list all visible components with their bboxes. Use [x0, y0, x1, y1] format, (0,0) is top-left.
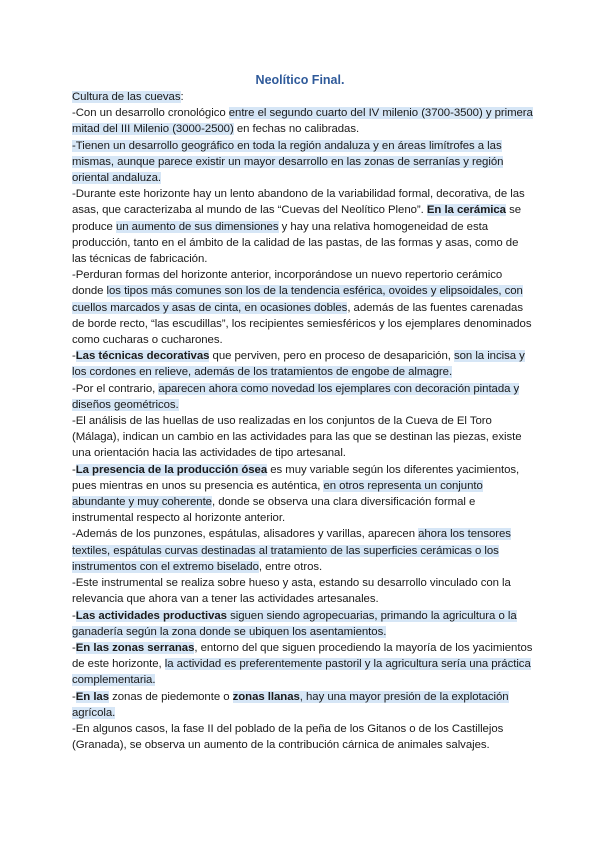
text-span: -Con un desarrollo cronológico	[72, 107, 229, 120]
text-span: -	[72, 641, 76, 654]
text-span: zonas de piedemonte o	[109, 690, 233, 703]
highlight-span: siguen siendo agropecuarias, primando la agricultura o la ganadería según la zona donde se ubiquen los asentamientos.	[72, 609, 517, 638]
highlight-span: son la incisa y los cordones en relieve, además de los tratamientos de engobe de almagre.	[72, 350, 525, 379]
paragraph-forms	[72, 267, 534, 348]
highlight-span: entre el segundo cuarto del IV milenio (3700-3500) y primera mitad del III Milenio (3000-2500)	[72, 107, 533, 136]
text-span: que perviven, pero en proceso de desaparición,	[209, 350, 454, 363]
highlight-bold-span: zonas llanas	[232, 690, 300, 703]
text-span: se produce	[72, 204, 522, 233]
paragraph-hunting	[72, 721, 534, 753]
highlight-span: los tipos más comunes son los de la tendencia esférica, ovoides y elipsoidales, con cuellos marcados y asas de cinta, en ocasiones dobles	[72, 285, 523, 314]
text-span: es muy variable según los diferentes yacimientos, pues mientras en unos su presencia es auténtica,	[72, 463, 520, 492]
highlight-span: ahora los tensores textiles, espátulas curvas destinadas al tratamiento de las superficies cerámicas o los instrumentos con el extremo biselado	[72, 528, 511, 573]
paragraph-instrumental	[72, 575, 534, 607]
text-span: , además de las fuentes carenadas de borde recto, “las escudillas”, los recipientes semiesféricos y los ejemplares denominados como cucharas o cucharones.	[72, 301, 532, 347]
paragraph-decoration	[72, 348, 534, 380]
text-span: -El análisis de las huellas de uso realizadas en los conjuntos de la Cueva de El Toro (Málaga), indican un cambio en las actividades para las que se destinan las piezas, existe una orientación hacia las actividades de tipo artesanal.	[72, 415, 522, 460]
text-span: -Por el contrario,	[72, 382, 159, 395]
heading-text: Cultura de las cuevas	[72, 91, 181, 103]
page-title: Neolítico Final.	[255, 73, 345, 87]
document-body	[72, 89, 534, 753]
text-span: -Durante este horizonte hay un lento abandono de la variabilidad formal, decorativa, de las asas, que caracterizaba al mundo de las “Cuevas del Neolítico Pleno”.	[72, 188, 525, 217]
text-span: -Además de los punzones, espátulas, alisadores y varillas, aparecen	[72, 528, 419, 541]
highlight-span: -Tienen un desarrollo geográfico en toda la región andaluza y en áreas limítrofes a las mismas, aunque parece existir un mayor desarrollo en las zonas de serranías y región oriental andaluza.	[72, 139, 504, 185]
paragraph-bone	[72, 462, 534, 527]
text-span: -	[72, 350, 76, 363]
text-span: en fechas no calibradas.	[233, 123, 360, 136]
paragraph-production	[72, 608, 534, 640]
text-span: -	[72, 609, 76, 622]
paragraph-plains	[72, 689, 534, 721]
text-span: -	[72, 463, 76, 476]
highlight-span: aparecen ahora como novedad los ejemplares con decoración pintada y diseños geométricos.	[72, 382, 520, 411]
text-span: , donde se observa una clara diversificación formal e instrumental respecto al horizonte anterior.	[72, 496, 476, 525]
text-span: -Este instrumental se realiza sobre hueso y asta, estando su desarrollo vinculado con la relevancia que ahora van a tener las actividades artesanales.	[72, 577, 511, 606]
highlight-bold-span: En las zonas serranas	[75, 641, 195, 654]
highlight-span: la actividad es preferentemente pastoril y la agricultura sería una práctica complementaria.	[72, 658, 531, 687]
highlight-bold-span: En la cerámica	[426, 204, 506, 217]
text-span: y hay una relativa homogeneidad de esta producción, tanto en el ámbito de la calidad de las pastas, de las formas y asas, como de las técnicas de fabricación.	[72, 220, 519, 266]
text-span: -Perduran formas del horizonte anterior, incorporándose un nuevo repertorio cerámico donde	[72, 269, 503, 298]
highlight-bold-span: La presencia de la producción ósea	[75, 463, 268, 476]
text-span: , entorno del que siguen procediendo la mayoría de los yacimientos de este horizonte,	[72, 641, 533, 671]
highlight-bold-span: En las	[75, 690, 110, 703]
paragraph-geography	[72, 138, 534, 187]
paragraph-painted	[72, 381, 534, 413]
highlight-bold-span: Las actividades productivas	[75, 609, 227, 622]
text-span: -En algunos casos, la fase II del poblado de la peña de los Gitanos o de los Castillejos (Granada), se observa un aumento de la contribución cárnica de animales salvajes.	[72, 722, 504, 752]
paragraph-highlands	[72, 640, 534, 689]
paragraph-ceramics	[72, 186, 534, 267]
text-span: -	[72, 690, 76, 703]
paragraph-chronology	[72, 105, 534, 137]
highlight-span: , hay una mayor presión de la explotación agrícola.	[72, 690, 509, 719]
paragraph-usewear	[72, 413, 534, 462]
paragraph-tools	[72, 526, 534, 575]
highlight-bold-span: Las técnicas decorativas	[75, 350, 210, 363]
section-heading: Cultura de las cuevas:	[72, 91, 184, 103]
highlight-span: en otros representa un conjunto abundante y muy coherente	[72, 479, 483, 509]
text-span: , entre otros.	[258, 560, 323, 573]
highlight-span: un aumento de sus dimensiones	[115, 220, 279, 233]
